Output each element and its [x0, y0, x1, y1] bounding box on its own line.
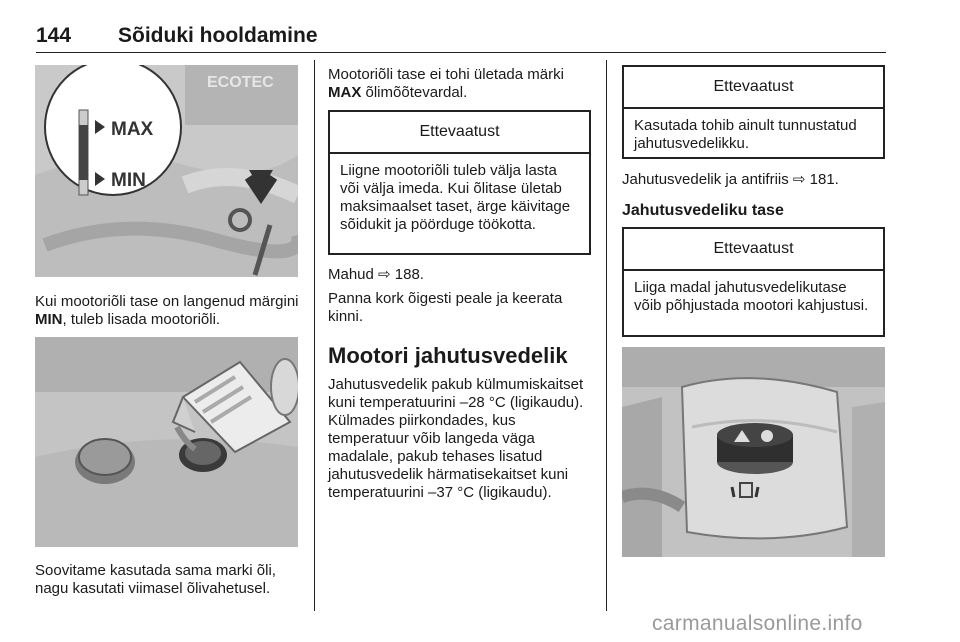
add-oil-paragraph: Kui mootoriõli tase on langenud märgini MIN, tuleb lisada mootoriõli. — [35, 293, 299, 328]
caution-box-coolant-type — [622, 65, 885, 159]
subsection-heading: Jahutusvedeliku tase — [622, 202, 784, 219]
caution-body: Kasutada tohib ainult tunnustatud jahutusvedelikku. — [634, 117, 857, 152]
cap-paragraph: Panna kork õigesti peale ja keerata kinni. — [328, 290, 563, 325]
caution-body: Liiga madal jahutusvedelikutase võib põhjustada mootori kahjustusi. — [634, 279, 869, 314]
caution-title: Ettevaatust — [330, 112, 589, 154]
caution-box-oil — [328, 110, 591, 255]
dipstick-illustration — [35, 65, 298, 277]
oil-filling-illustration — [35, 337, 298, 547]
min-label: MIN — [111, 170, 146, 191]
caution-body: Liigne mootoriõli tuleb välja lasta või välja imeda. Kui õlitase ületab maksimaalset taset, ärge käivitage sõidukit ja pöörduge töökotta. — [340, 162, 571, 233]
max-limit-paragraph: Mootoriõli tase ei tohi ületada märki MAX õlimõõtevardal. — [328, 66, 564, 101]
page-number: 144 — [36, 24, 72, 47]
coolant-reservoir-illustration — [622, 347, 885, 557]
column-divider-1 — [314, 60, 315, 611]
caution-title: Ettevaatust — [624, 229, 883, 271]
watermark: carmanualsonline.info — [652, 612, 863, 635]
recommendation-paragraph: Soovitame kasutada sama marki õli, nagu kasutati viimasel õlivahetusel. — [35, 562, 276, 597]
section-heading: Mootori jahutusvedelik — [328, 343, 568, 368]
antifreeze-reference: Jahutusvedelik ja antifriis ⇨ 181. — [622, 171, 839, 188]
capacities-reference: Mahud ⇨ 188. — [328, 266, 424, 283]
engine-label: ECOTEC — [207, 74, 274, 91]
caution-box-coolant-level — [622, 227, 885, 337]
page-title: Sõiduki hooldamine — [118, 24, 318, 47]
caution-title: Ettevaatust — [624, 67, 883, 109]
column-divider-2 — [606, 60, 607, 611]
header-rule — [36, 52, 886, 53]
coolant-paragraph: Jahutusvedelik pakub külmumiskaitset kuni temperatuurini –28 °C (ligikaudu). Külmades piirkondades, kus temperatuur võib langeda väga madalale, pakub tehases lisatud jahutusvedelik härmatisekaitset kuni temperatuurini –37 °C (ligikaudu). — [328, 376, 584, 501]
max-label: MAX — [111, 119, 154, 140]
